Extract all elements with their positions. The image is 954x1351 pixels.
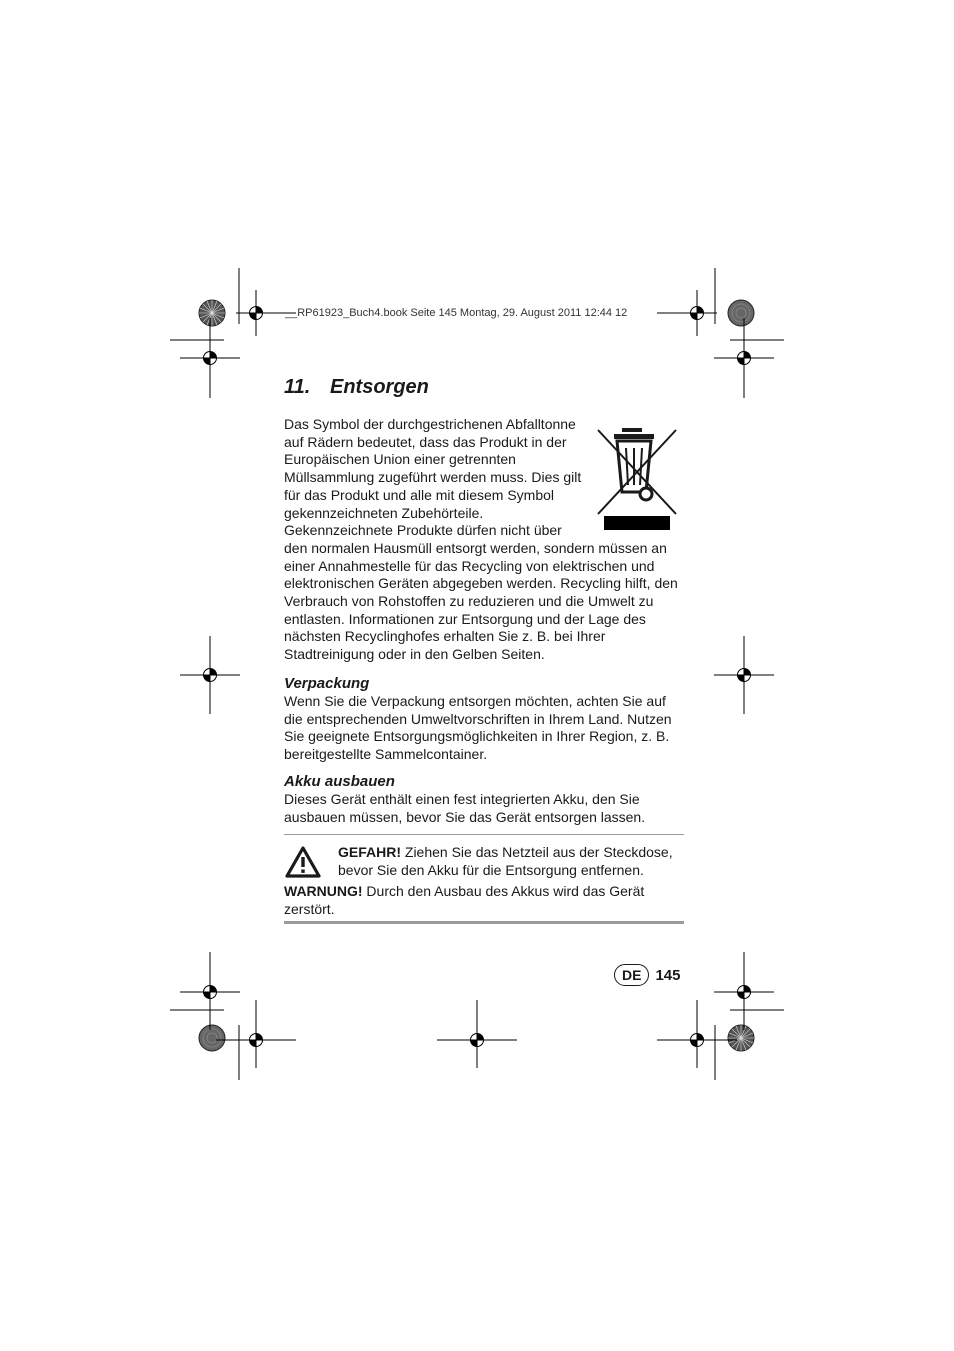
- section-title: [284, 376, 429, 399]
- page-footer: [614, 963, 680, 987]
- warning-notice: [284, 883, 684, 918]
- page-number: 145: [655, 966, 681, 984]
- battery-paragraph: Dieses Gerät enthält einen fest integrierten Akku, den Sie ausbauen müssen, bevor Sie das Gerät entsorgen lassen.: [284, 791, 646, 825]
- intro-section: [284, 416, 684, 664]
- crossed-out-wheelie-bin-icon: [596, 422, 678, 532]
- print-info-line: __RP61923_Buch4.book Seite 145 Montag, 29. August 2011 12:44 12: [285, 307, 628, 319]
- packaging-section: [284, 675, 684, 764]
- battery-heading: Akku ausbauen: [284, 773, 395, 790]
- warning-label: WARNUNG!: [284, 883, 363, 899]
- warning-text: Durch den Ausbau des Akkus wird das Gerät zerstört.: [284, 883, 645, 917]
- warning-triangle-icon: [284, 845, 322, 879]
- section-number: 11.: [284, 376, 311, 398]
- danger-notice: [338, 844, 684, 879]
- section-title-text: Entsorgen: [330, 376, 429, 398]
- danger-text: Ziehen Sie das Netzteil aus der Steckdose, bevor Sie den Akku für die Entsorgung entfernen.: [338, 844, 673, 878]
- notice-top-rule: [284, 834, 684, 835]
- notice-bottom-rule: [284, 921, 684, 924]
- packaging-paragraph: Wenn Sie die Verpackung entsorgen möchten, achten Sie auf die entsprechenden Umweltvorschriften in Ihrem Land. Nutzen Sie geeignete Entsorgungsmöglichkeiten in Ihrer Region, z. B. bereitgestellte Sammelcontainer.: [284, 693, 672, 763]
- packaging-heading: Verpackung: [284, 675, 370, 692]
- intro-paragraph: Das Symbol der durchgestrichenen Abfalltonne auf Rädern bedeutet, dass das Produkt in der Europäischen Union einer getrennten Müllsammlung zugeführt werden muss. Dies gilt für das Produkt und alle mit diesem Symbol gekennzeichneten Zubehörteile. Gekennzeichnete Produkte dürfen nicht über den normalen Hausmüll entsorgt werden, sondern müssen an einer Annahmestelle für das Recycling von elektrischen und elektronischen Geräten abgegeben werden. Recycling hilft, den Verbrauch von Rohstoffen zu reduzieren und die Umwelt zu entlasten. Informationen zur Entsorgung und der Lage des nächsten Recyclinghofes erhalten Sie z. B. bei Ihrer Stadtreinigung oder in den Gelben Seiten.: [284, 416, 678, 663]
- language-badge: DE: [614, 964, 649, 986]
- battery-section: [284, 773, 684, 826]
- danger-label: GEFAHR!: [338, 844, 401, 860]
